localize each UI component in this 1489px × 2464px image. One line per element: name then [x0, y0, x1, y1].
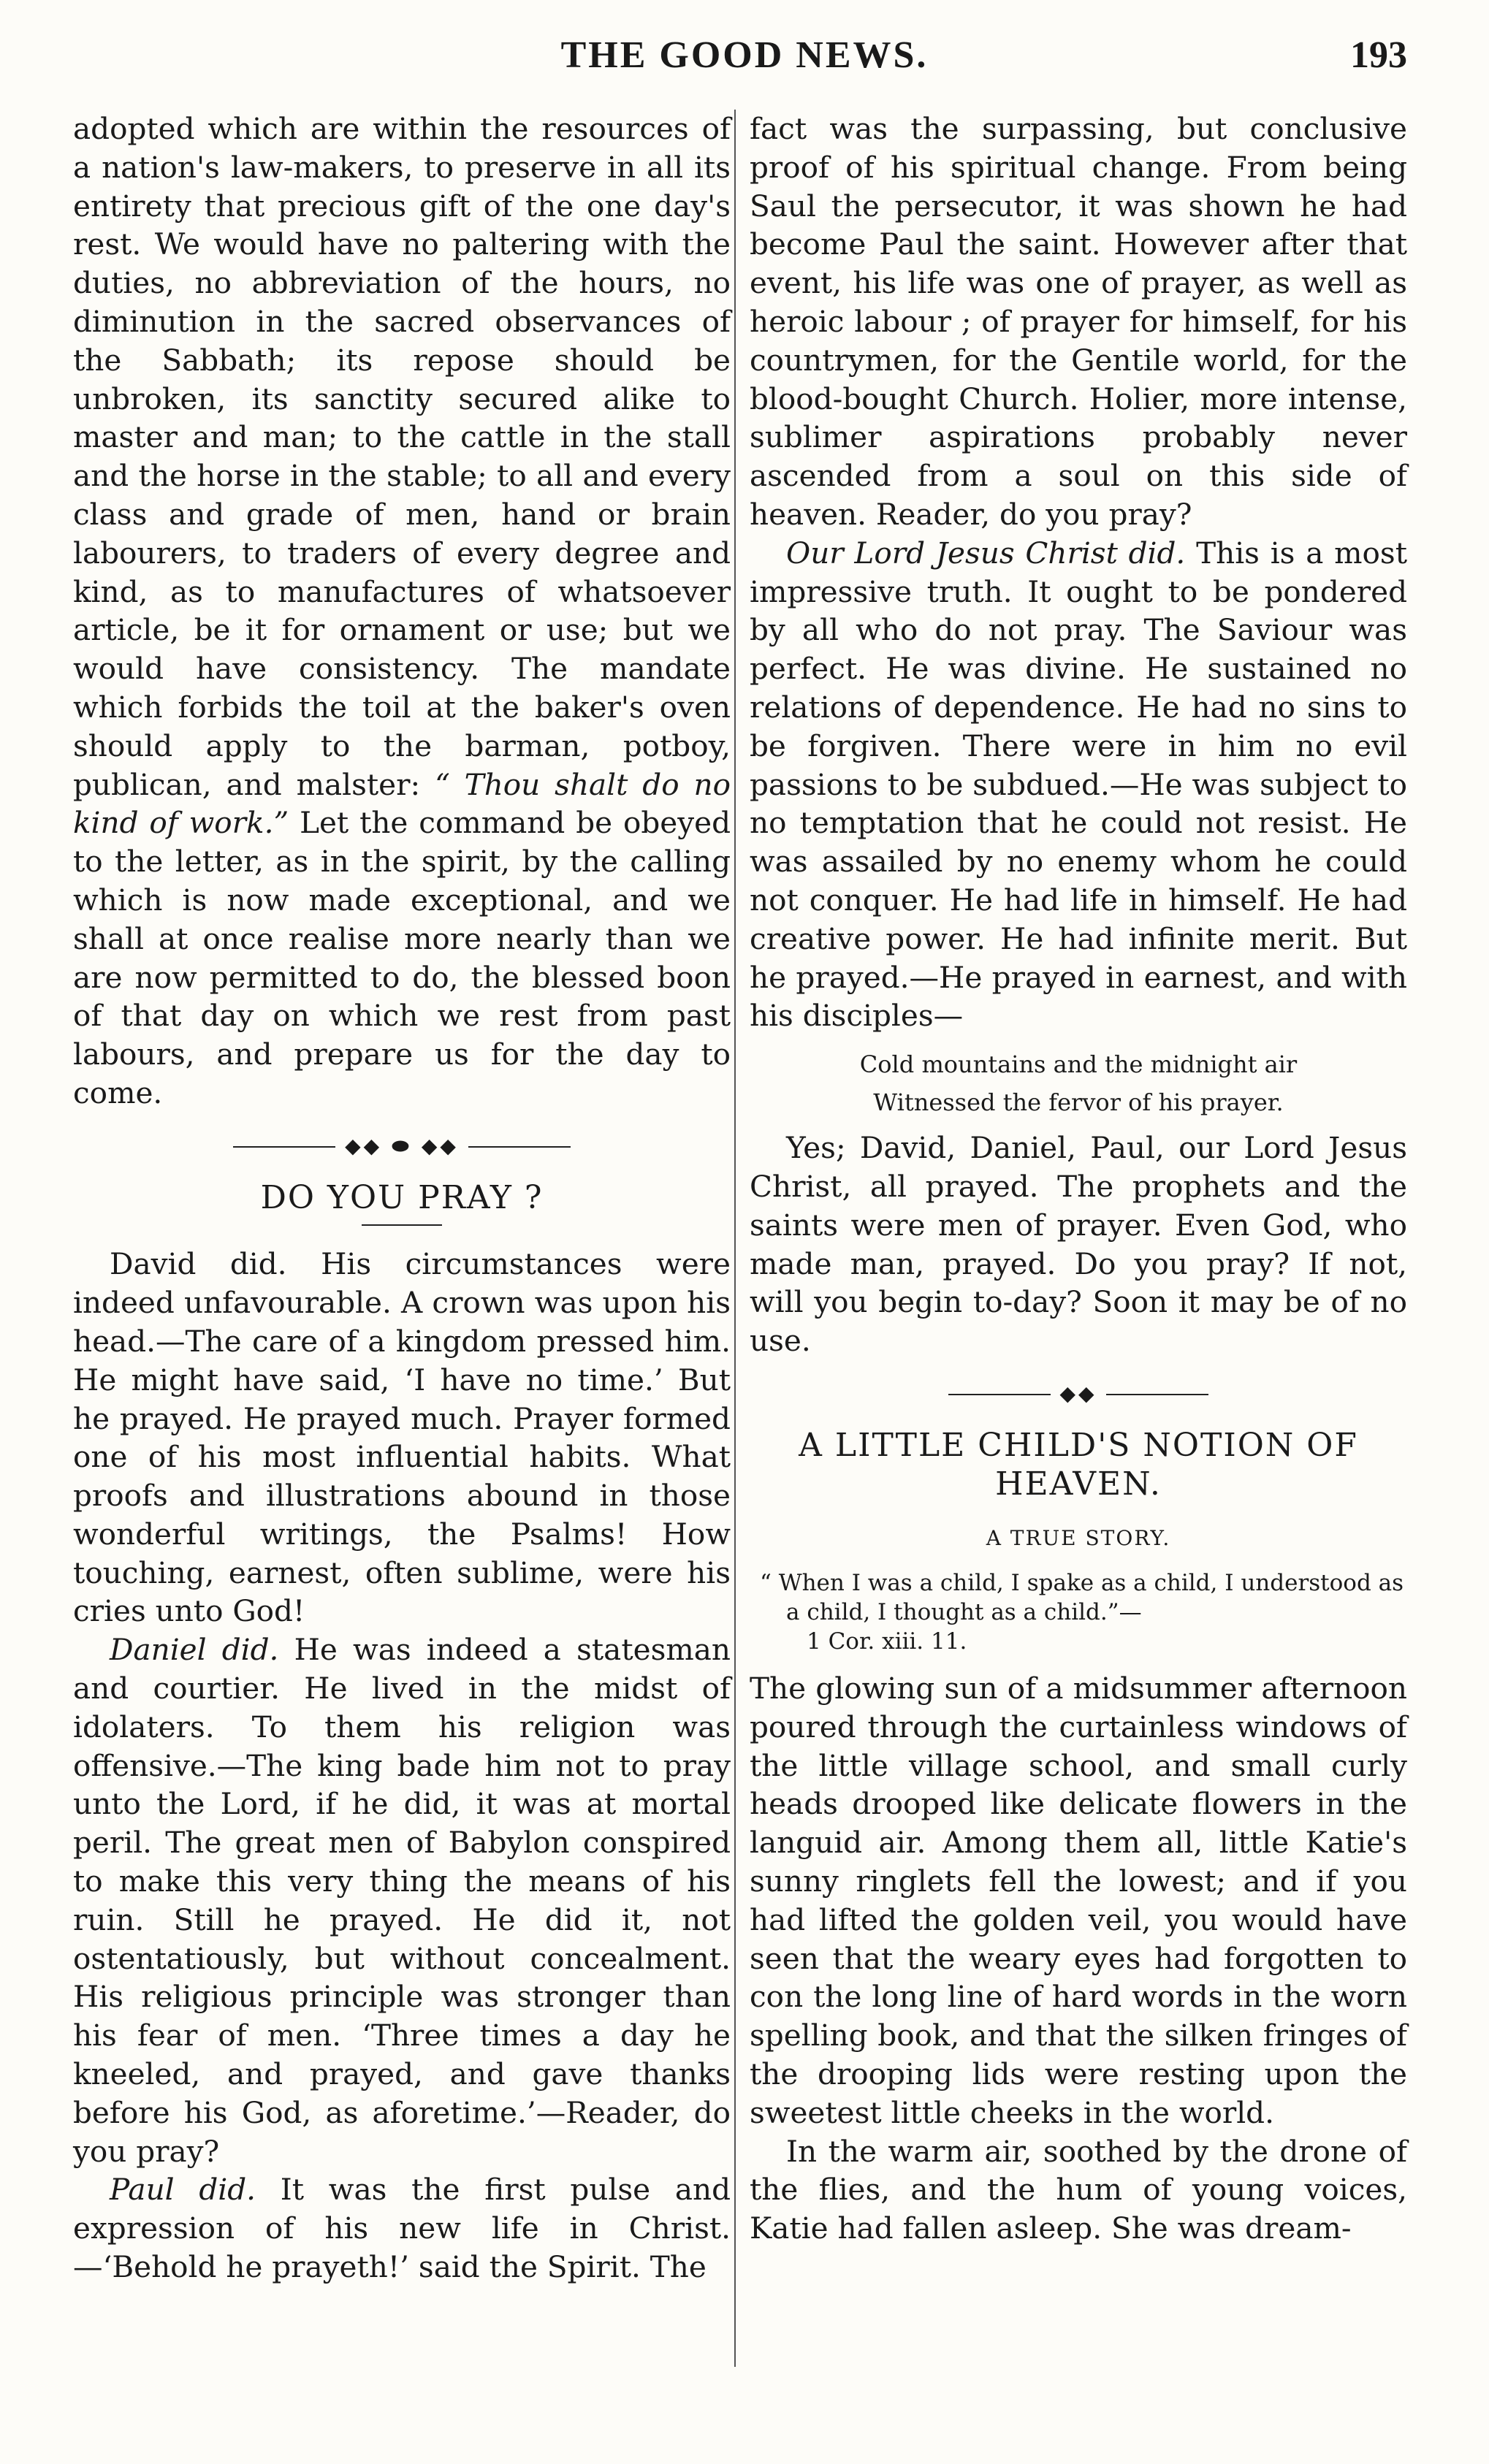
paragraph-daniel [73, 1630, 731, 2170]
paragraph-story-2: In the warm air, soothed by the drone of the flies, and the hum of young voices, Katie had fallen asleep. She was dream- [750, 2133, 1407, 2246]
column-divider [734, 110, 736, 2367]
right-column [750, 110, 1407, 2248]
daniel-text: He was indeed a statesman and courtier. He lived in the midst of idolaters. To them his religion was offensive.—The king bade him not to pray unto the Lord, if he did, it was at mortal peril. The great men of Babylon conspired to make this very thing the means of his ruin. Still he prayed. He did it, not ostentatiously, but without concealment. His religious principle was stronger than his fear of men. ‘Three times a day he kneeled, and prayed, and gave thanks before his God, as aforetime.’—Reader, do you pray? [73, 1632, 731, 2169]
epigraph-text: “ When I was a child, I spake as a child, I understood as a child, I thought as a child.”— [760, 1570, 1404, 1626]
epigraph-reference: 1 Cor. xiii. 11. [807, 1628, 967, 1655]
paragraph-lord [750, 534, 1407, 1035]
lord-text: This is a most impressive truth. It ought to be pondered by all who do not pray. The Saviour was perfect. He was divine. He sustained no relations of dependence. He had no sins to be forgiven. There were in him no evil passions to be subdued.—He was subject to no temptation that he could not resist. He was assailed by no enemy whom he could not conquer. He had life in himself. He had creative power. He had infinite merit. But he prayed.—He prayed in earnest, and with his disciples— [750, 535, 1407, 1034]
paul-text: It was the first pulse and expression of his new life in Christ.—‘Behold he prayeth!’ said the Spirit. The [73, 2172, 731, 2285]
sabbath-paragraph [73, 110, 731, 1113]
sabbath-text: adopted which are within the resources of a nation's law-makers, to preserve in all its entirety that precious gift of the one day's rest. We would have no paltering with the duties, no abbreviation of the hours, no diminution in the sacred observances of the Sabbath; its repose should be unbroken, its sanctity secured alike to master and man; to the cattle in the stall and the horse in the stable; to all and every class and grade of men, hand or brain labourers, to traders of every degree and kind, as to manufactures of whatsoever article, be it for ornament or use; but we would have consistency. The mandate which forbids the toil at the baker's oven should apply to the barman, potboy, publican, and malster: [73, 111, 731, 802]
article-subheading: A TRUE STORY. [986, 1526, 1171, 1551]
article-heading-do-you-pray: DO YOU PRAY ? [260, 1178, 544, 1216]
paragraph-david: David did. His circumstances were indeed unfavourable. A crown was upon his head.—The care of a kingdom pressed him. He might have said, ‘I have no time.’ But he prayed. He prayed much. Prayer formed one of his most influential habits. What proofs and illustrations abound in those wonderful writings, the Psalms! How touching, earnest, often sublime, were his cries unto God! [73, 1246, 731, 1629]
ornamental-divider: ◆◆ ⬬ ◆◆ [73, 1127, 731, 1166]
sabbath-quote: “ Thou shalt do no kind of work.” [73, 766, 731, 841]
page-header [0, 34, 1489, 85]
paragraph-paul-continued: fact was the surpassing, but conclusive proof of his spiritual change. From being Saul the persecutor, it was shown he had become Paul the saint. However after that event, his life was one of prayer, as well as heroic labour ; of prayer for himself, for his countrymen, for the Gentile world, for the blood-bought Church. Holier, more intense, sublimer aspirations probably never ascended from a soul on this side of heaven. Reader, do you pray? [750, 111, 1407, 532]
daniel-lead: Daniel did. [110, 1632, 279, 1668]
left-column [73, 110, 731, 2286]
publication-title: THE GOOD NEWS. [560, 34, 929, 76]
article-heading-childs-notion: A LITTLE CHILD'S NOTION OF HEAVEN. [799, 1426, 1358, 1503]
heading-rule [362, 1224, 442, 1226]
sabbath-text-end: Let the command be obeyed to the letter, as in the spirit, by the calling which is now made exceptional, and we shall at once realise more nearly than we are now permitted to do, the blessed boon of that day on which we rest from past labours, and prepare us for the day to come. [73, 805, 731, 1110]
paragraph-paul [73, 2170, 731, 2286]
page-number: 193 [1350, 34, 1407, 76]
paragraph-yes: Yes; David, Daniel, Paul, our Lord Jesus Christ, all prayed. The prophets and the saints were men of prayer. Even God, who made man, prayed. Do you pray? If not, will you begin to-day? Soon it may be of no use. [750, 1130, 1407, 1359]
epigraph [750, 1568, 1407, 1656]
verse-line-1: Cold mountains and the midnight air [859, 1050, 1298, 1079]
paragraph-story-1: The glowing sun of a midsummer afternoon poured through the curtainless windows of the little village school, and small curly heads drooped like delicate flowers in the languid air. Among them all, little Katie's sunny ringlets fell the lowest; and if you had lifted the golden veil, you would have seen that the weary eyes had forgotten to con the long line of hard words in the worn spelling book, and that the silken fringes of the drooping lids were resting upon the sweetest little cheeks in the world. [750, 1671, 1407, 2130]
lord-lead: Our Lord Jesus Christ did. [786, 535, 1186, 571]
verse-line-2: Witnessed the fervor of his prayer. [873, 1088, 1284, 1117]
paul-lead: Paul did. [110, 2172, 256, 2208]
small-divider: ◆◆ [750, 1375, 1407, 1414]
verse-block [750, 1045, 1407, 1121]
